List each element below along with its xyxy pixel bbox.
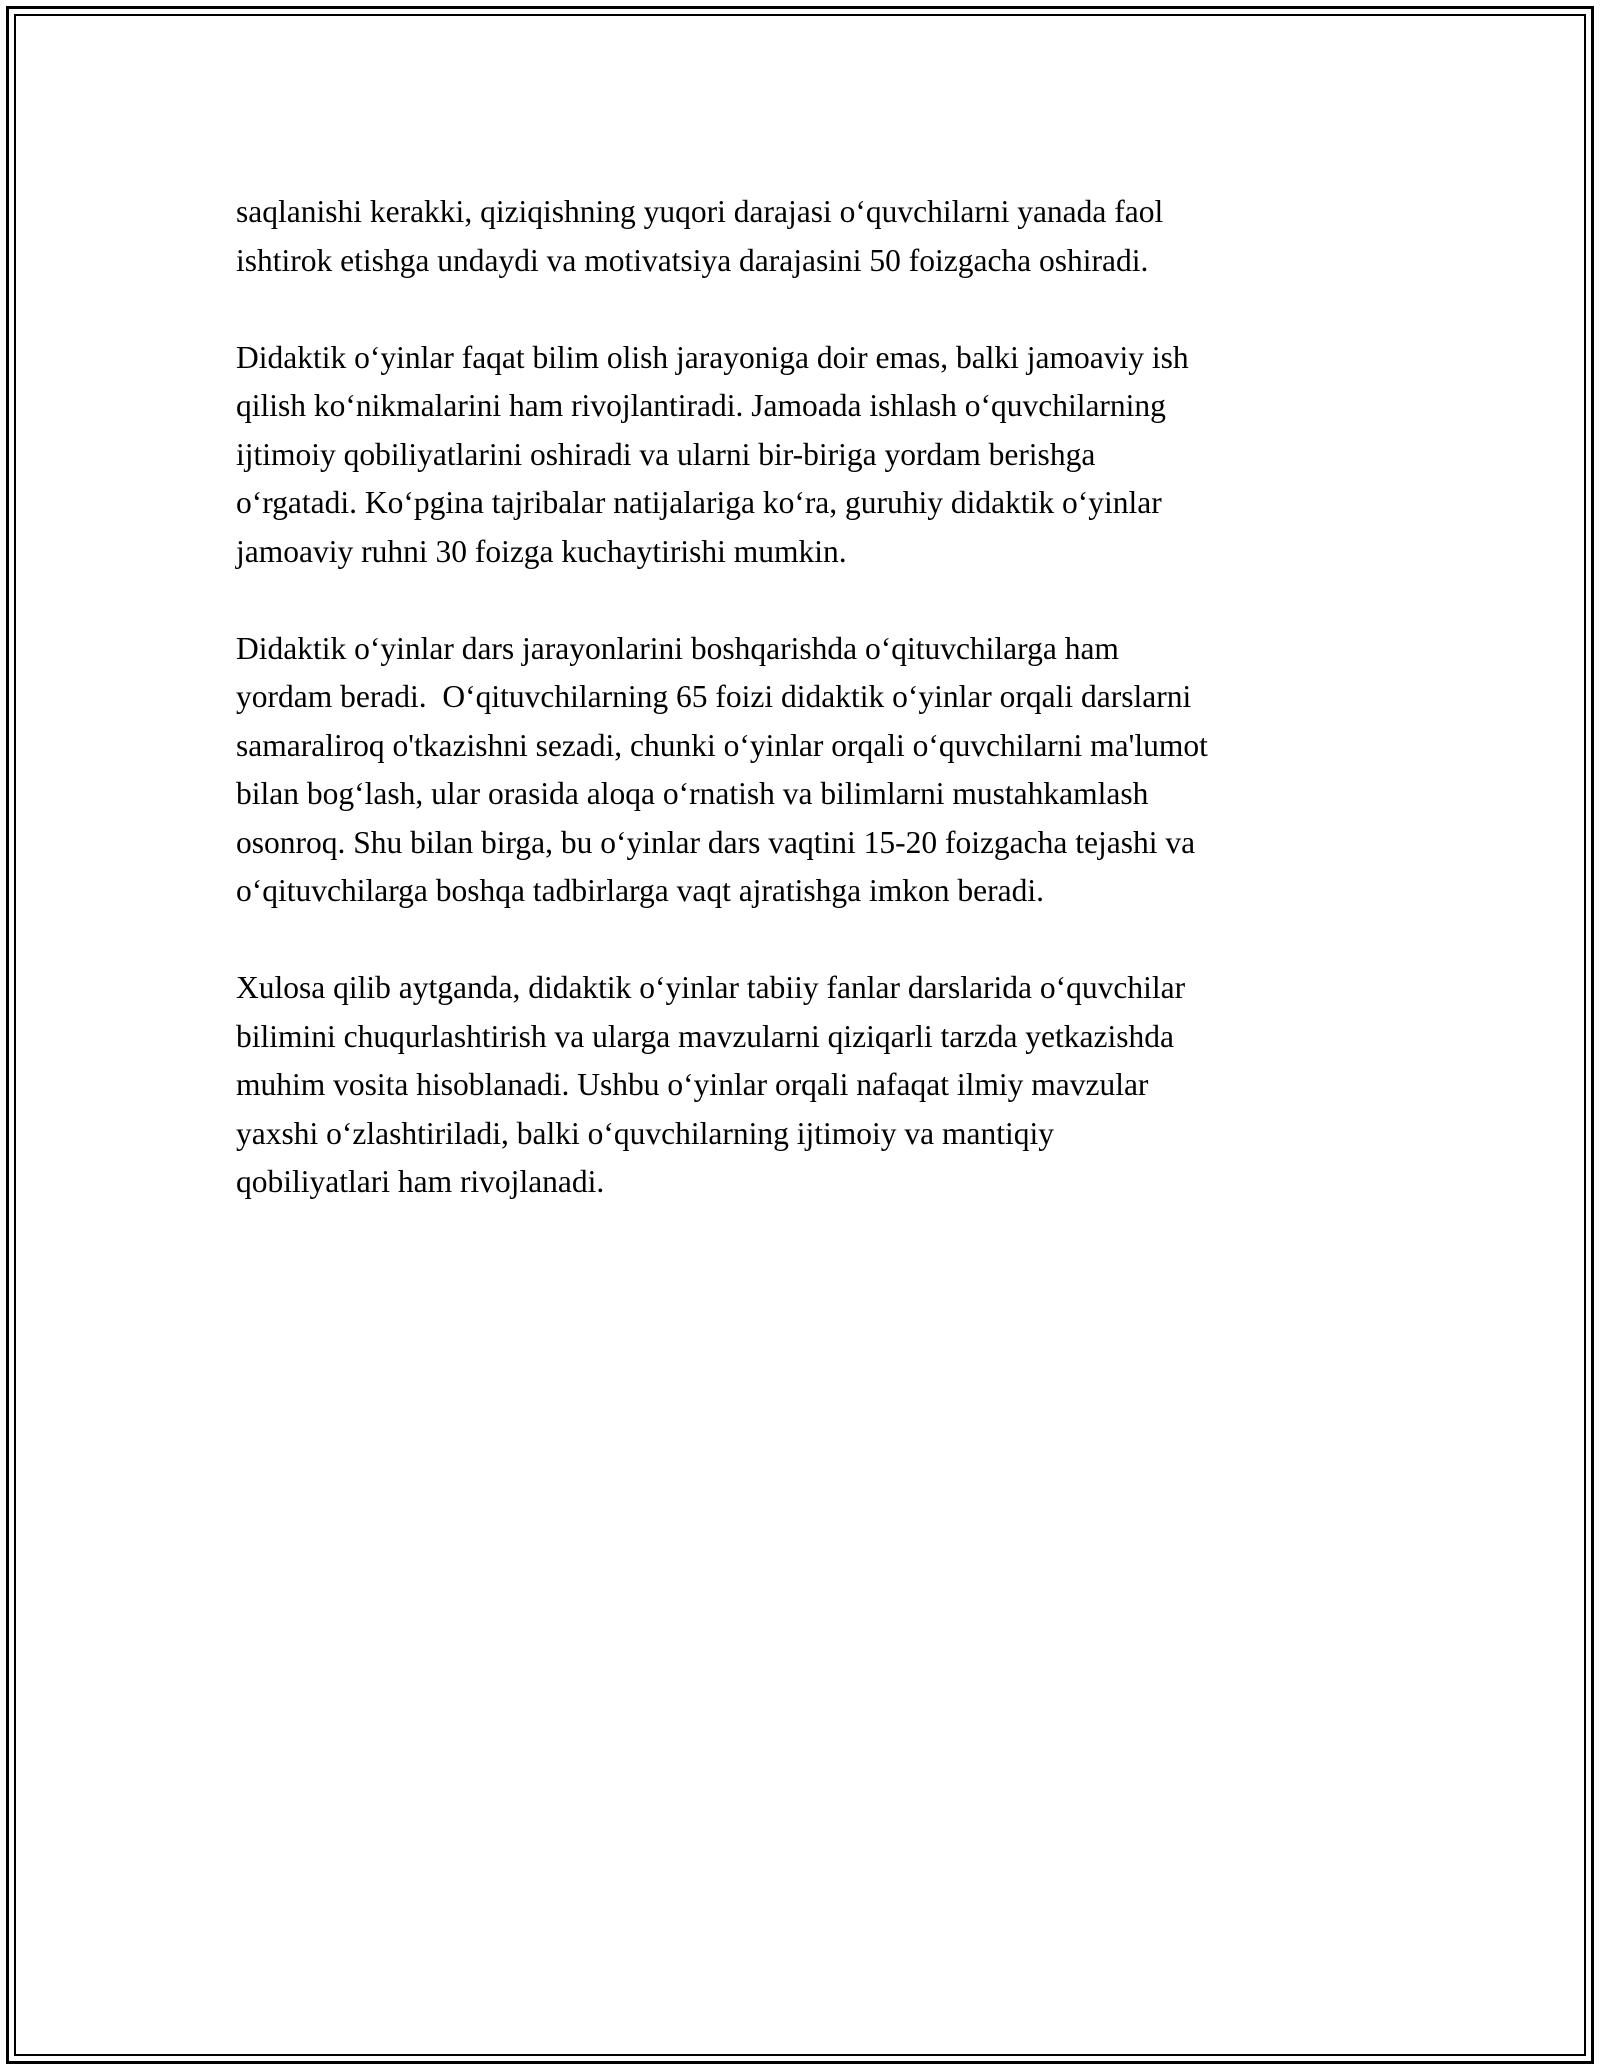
text-line: bilimini chuqurlashtirish va ularga mavzularni qiziqarli tarzda yetkazishda: [236, 1018, 1174, 1054]
text-line: osonroq. Shu bilan birga, bu o‘yinlar dars vaqtini 15-20 foizgacha tejashi va: [236, 824, 1196, 860]
text-line: qilish ko‘nikmalarini ham rivojlantiradi. Jamoada ishlash o‘quvchilarning: [236, 388, 1166, 423]
text-line: jamoaviy ruhni 30 foizga kuchaytirishi mumkin.: [236, 533, 847, 569]
text-line: muhim vosita hisoblanadi. Ushbu o‘yinlar orqali nafaqat ilmiy mavzular: [236, 1067, 1149, 1102]
text-line: ijtimoiy qobiliyatlarini oshiradi va ularni bir-biriga yordam berishga: [236, 436, 1096, 472]
text-line: yaxshi o‘zlashtiriladi, balki o‘quvchilarning ijtimoiy va mantiqiy: [236, 1115, 1054, 1151]
text-line: Xulosa qilib aytganda, didaktik o‘yinlar tabiiy fanlar darslarida o‘quvchilar: [236, 970, 1186, 1005]
text-line: Didaktik o‘yinlar dars jarayonlarini boshqarishda o‘qituvchilarga ham: [236, 630, 1119, 666]
text-line: saqlanishi kerakki, qiziqishning yuqori darajasi o‘quvchilarni yanada faol: [236, 194, 1164, 229]
paragraph-2: [236, 334, 1376, 577]
paragraph-3: [236, 625, 1376, 916]
paragraph-1: [236, 188, 1376, 285]
text-line: o‘qituvchilarga boshqa tadbirlarga vaqt ajratishga imkon beradi.: [236, 873, 1044, 908]
text-line: Didaktik o‘yinlar faqat bilim olish jarayoniga doir emas, balki jamoaviy ish: [236, 339, 1189, 375]
text-line: samaraliroq o'tkazishni sezadi, chunki o‘yinlar orqali o‘quvchilarni ma'lumot: [236, 727, 1208, 763]
document-body: [236, 188, 1376, 1255]
text-line: yordam beradi. O‘qituvchilarning 65 foizi didaktik o‘yinlar orqali darslarni: [236, 679, 1192, 714]
text-line: qobiliyatlari ham rivojlanadi.: [236, 1164, 605, 1199]
text-line: ishtirok etishga undaydi va motivatsiya darajasini 50 foizgacha oshiradi.: [236, 242, 1149, 278]
text-line: o‘rgatadi. Ko‘pgina tajribalar natijalariga ko‘ra, guruhiy didaktik o‘yinlar: [236, 485, 1162, 520]
paragraph-4: [236, 964, 1376, 1207]
text-line: bilan bog‘lash, ular orasida aloqa o‘rnatish va bilimlarni mustahkamlash: [236, 776, 1149, 811]
